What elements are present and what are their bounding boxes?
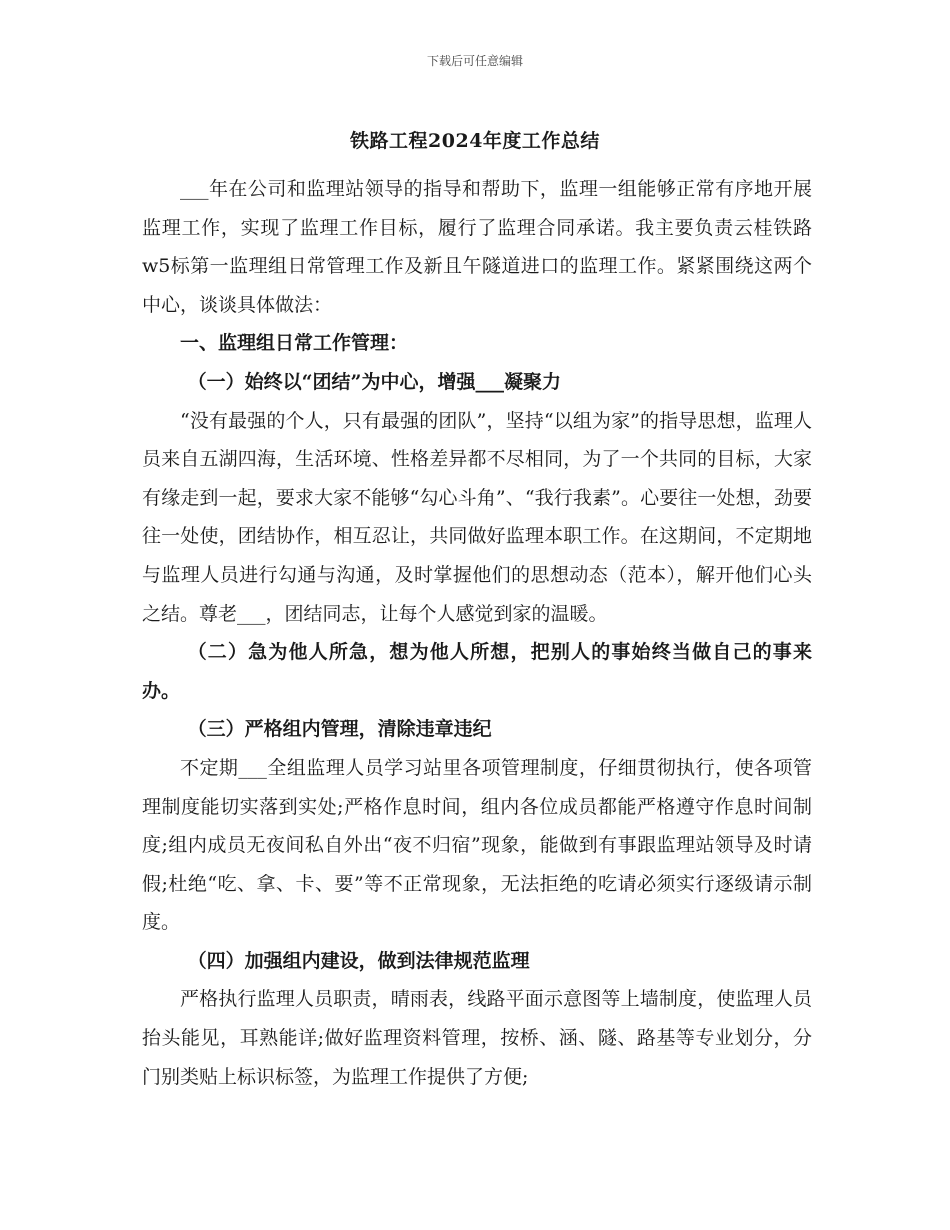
intro-paragraph: ___年在公司和监理站领导的指导和帮助下，监理一组能够正常有序地开展监理工作，实现了监理工作目标，履行了监理合同承诺。我主要负责云桂铁路w5标第一监理组日常管理工作及新且午隧道进口的监理工作。紧紧围绕这两个中心，谈谈具体做法： [142,178,812,316]
subsection-heading-3: （三）严格组内管理，清除违章违纪 [187,718,492,741]
subsection-body-3: 不定期___全组监理人员学习站里各项管理制度，仔细贯彻执行，使各项管理制度能切实落到实处;严格作息时间，组内各位成员都能严格遵守作息时间制度;组内成员无夜间私自外出“夜不归宿”现象，能做到有事跟监理站领导及时请假;杜绝“吃、拿、卡、要”等不正常现象，无法拒绝的吃请必须实行逐级请示制度。 [142,756,812,934]
document-body [142,170,812,1096]
document-title: 铁路工程2024年度工作总结 [350,130,600,152]
subsection-heading-4: （四）加强组内建设，做到法律规范监理 [187,949,530,972]
header-note: 下载后可任意编辑 [426,54,523,68]
subsection-heading-1: （一）始终以“团结”为中心，增强___凝聚力 [187,370,561,393]
section-heading-1: 一、监理组日常工作管理： [180,332,409,355]
subsection-heading-2: （二）急为他人所急，想为他人所想，把别人的事始终当做自己的事来办。 [142,641,812,702]
subsection-body-1: “没有最强的个人，只有最强的团队”，坚持“以组为家”的指导思想，监理人员来自五湖四海，生活环境、性格差异都不尽相同，为了一个共同的目标，大家有缘走到一起，要求大家不能够“勾心斗角”、“我行我素”。心要往一处想，劲要往一处使，团结协作，相互忍让，共同做好监理本职工作。在这期间，不定期地与监理人员进行勾通与沟通，及时掌握他们的思想动态（范本），解开他们心头之结。尊老___，团结同志，让每个人感觉到家的温暖。 [142,409,812,625]
subsection-body-4: 严格执行监理人员职责，晴雨表，线路平面示意图等上墙制度，使监理人员抬头能见，耳熟能详;做好监理资料管理，按桥、涵、隧、路基等专业划分，分门别类贴上标识标签，为监理工作提供了方便; [142,988,812,1088]
